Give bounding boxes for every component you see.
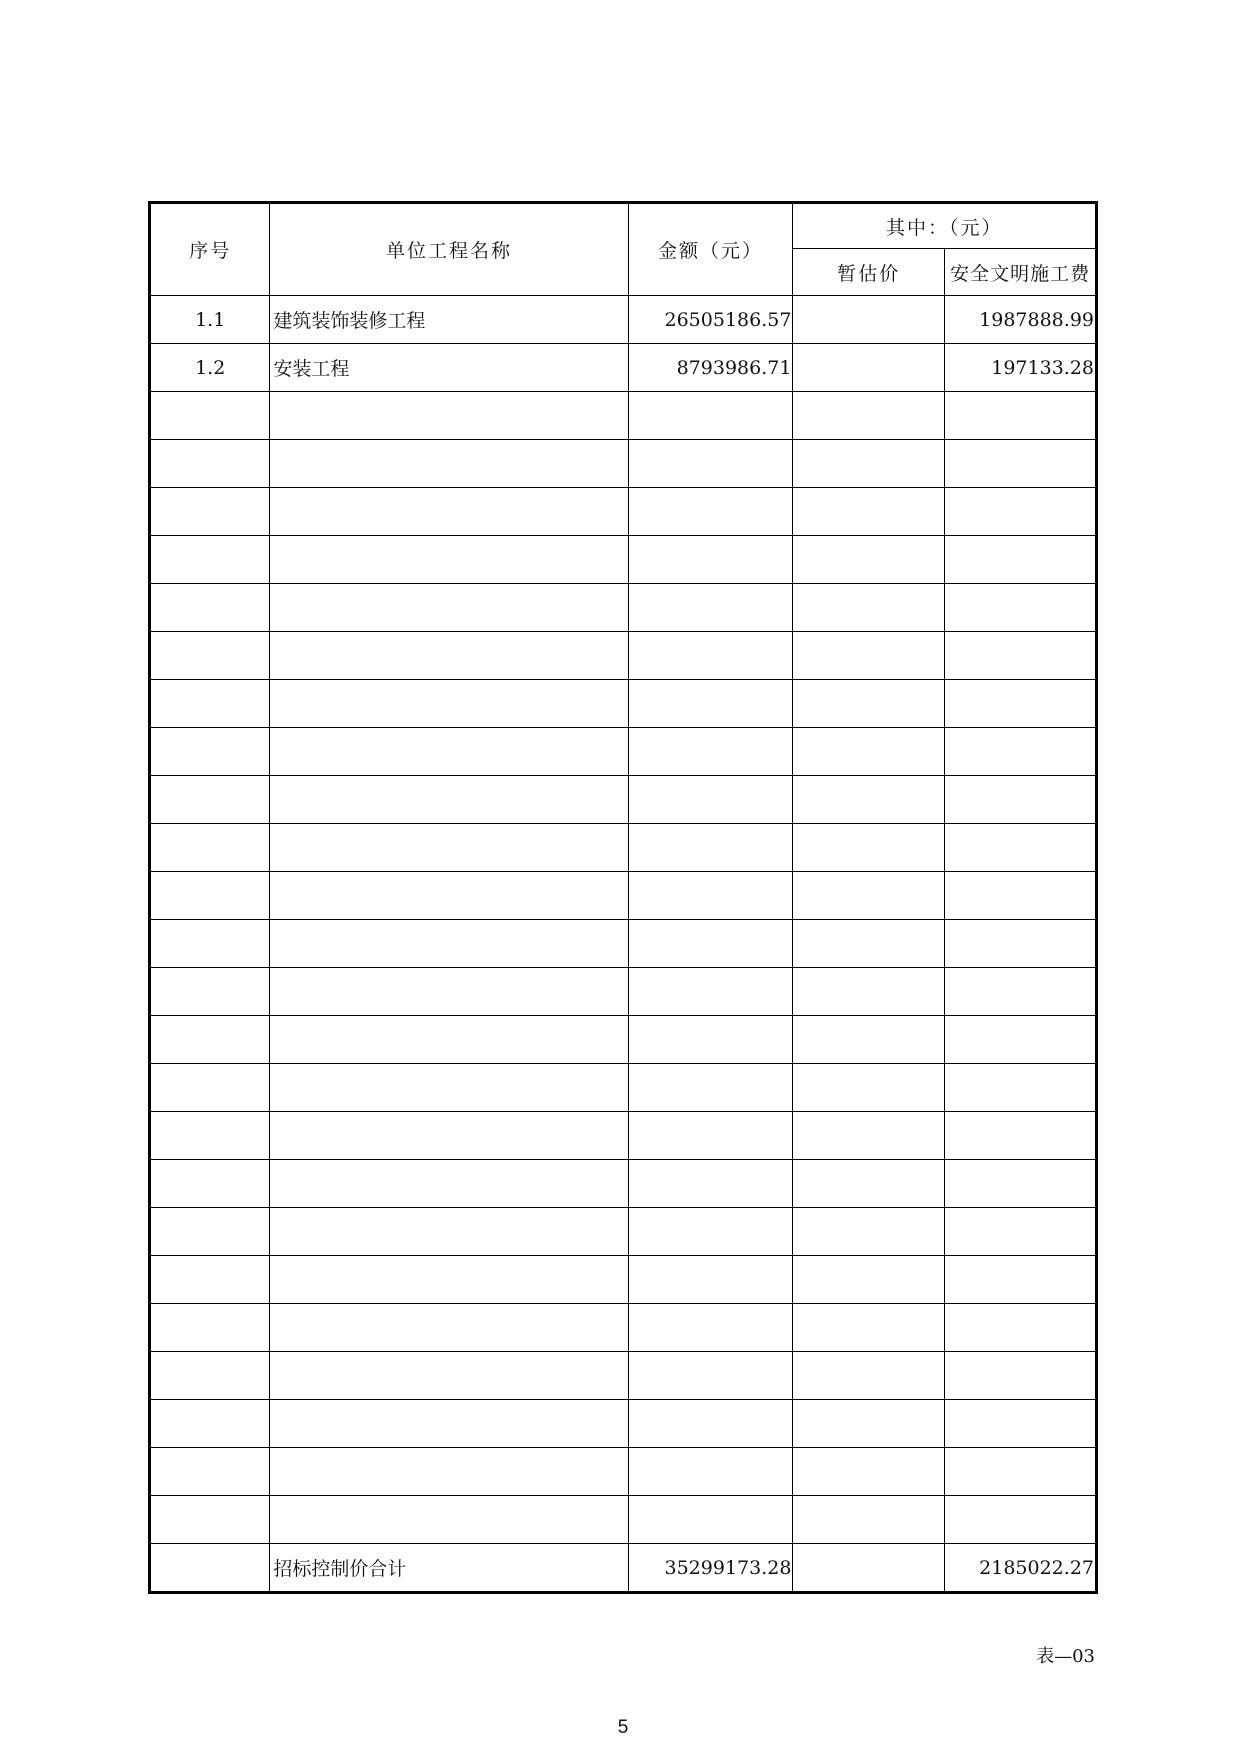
table-row	[150, 344, 1097, 392]
cell-provisional	[793, 1112, 945, 1160]
cell-provisional	[793, 1352, 945, 1400]
cell-name	[270, 1352, 628, 1400]
table-row	[150, 1016, 1097, 1064]
cell-no	[150, 392, 270, 440]
total-provisional	[793, 1544, 945, 1593]
cell-name	[270, 440, 628, 488]
cell-amount	[628, 1496, 793, 1544]
table-row	[150, 392, 1097, 440]
cell-safety	[945, 1208, 1097, 1256]
table-row	[150, 1304, 1097, 1352]
page-number: 5	[617, 1717, 629, 1738]
table-row	[150, 680, 1097, 728]
cell-safety	[945, 1304, 1097, 1352]
table-row	[150, 728, 1097, 776]
cell-amount	[628, 1400, 793, 1448]
cell-provisional	[793, 1160, 945, 1208]
cell-no	[150, 776, 270, 824]
cell-safety	[945, 968, 1097, 1016]
cell-amount	[628, 1160, 793, 1208]
cell-safety	[945, 776, 1097, 824]
header-amount: 金额（元）	[628, 203, 793, 296]
table-row	[150, 296, 1097, 344]
cell-amount	[628, 728, 793, 776]
cell-safety	[945, 536, 1097, 584]
table-row	[150, 1208, 1097, 1256]
cell-provisional	[793, 344, 945, 392]
form-code: 表—03	[1036, 1646, 1095, 1667]
cell-name	[270, 728, 628, 776]
cell-no	[150, 728, 270, 776]
table-body	[150, 296, 1097, 1593]
cell-no	[150, 1112, 270, 1160]
cell-safety	[945, 872, 1097, 920]
table-row	[150, 872, 1097, 920]
cell-name	[270, 1064, 628, 1112]
cell-no	[150, 632, 270, 680]
cell-name	[270, 392, 628, 440]
cell-amount: 8793986.71	[628, 344, 793, 392]
cell-provisional	[793, 776, 945, 824]
header-safety: 安全文明施工费	[945, 249, 1097, 296]
cell-provisional	[793, 1256, 945, 1304]
cell-no	[150, 1016, 270, 1064]
cell-no	[150, 872, 270, 920]
cell-amount	[628, 1064, 793, 1112]
cell-safety	[945, 488, 1097, 536]
cell-provisional	[793, 584, 945, 632]
cell-amount	[628, 776, 793, 824]
cell-provisional	[793, 680, 945, 728]
header-name: 单位工程名称	[270, 203, 628, 296]
cell-no	[150, 536, 270, 584]
cell-provisional	[793, 728, 945, 776]
cell-no: 1.1	[150, 296, 270, 344]
cell-name: 安装工程	[270, 344, 628, 392]
cell-name	[270, 968, 628, 1016]
cell-name	[270, 584, 628, 632]
table-row	[150, 1064, 1097, 1112]
cell-amount	[628, 584, 793, 632]
cell-provisional	[793, 1304, 945, 1352]
cell-name: 建筑装饰装修工程	[270, 296, 628, 344]
cell-name	[270, 824, 628, 872]
cell-safety	[945, 584, 1097, 632]
cell-no	[150, 1400, 270, 1448]
cell-safety	[945, 1256, 1097, 1304]
cell-name	[270, 1448, 628, 1496]
table-row	[150, 440, 1097, 488]
cell-provisional	[793, 488, 945, 536]
total-safety: 2185022.27	[945, 1544, 1097, 1593]
cell-no	[150, 1160, 270, 1208]
table-row	[150, 632, 1097, 680]
table-row	[150, 1496, 1097, 1544]
cell-amount	[628, 1208, 793, 1256]
cell-safety	[945, 1352, 1097, 1400]
cell-safety	[945, 680, 1097, 728]
cell-name	[270, 1256, 628, 1304]
cell-name	[270, 1304, 628, 1352]
cell-provisional	[793, 872, 945, 920]
cell-amount	[628, 440, 793, 488]
cell-name	[270, 680, 628, 728]
cell-no	[150, 824, 270, 872]
cell-name	[270, 488, 628, 536]
cell-name	[270, 1112, 628, 1160]
cell-safety: 1987888.99	[945, 296, 1097, 344]
cell-no	[150, 1352, 270, 1400]
cell-amount	[628, 1352, 793, 1400]
cell-no	[150, 1304, 270, 1352]
cell-amount	[628, 536, 793, 584]
cell-safety	[945, 920, 1097, 968]
cell-safety	[945, 1496, 1097, 1544]
cell-name	[270, 1016, 628, 1064]
cell-no	[150, 1256, 270, 1304]
cell-safety	[945, 1400, 1097, 1448]
total-row	[150, 1544, 1097, 1593]
cell-no	[150, 1448, 270, 1496]
cell-amount	[628, 968, 793, 1016]
header-provisional: 暂估价	[793, 249, 945, 296]
cell-no	[150, 584, 270, 632]
cell-provisional	[793, 1448, 945, 1496]
cell-no	[150, 440, 270, 488]
cell-name	[270, 536, 628, 584]
cell-provisional	[793, 632, 945, 680]
cell-amount	[628, 824, 793, 872]
cell-safety	[945, 1064, 1097, 1112]
cell-provisional	[793, 1400, 945, 1448]
cell-name	[270, 1496, 628, 1544]
table-row	[150, 1256, 1097, 1304]
table-row	[150, 536, 1097, 584]
table-row	[150, 1448, 1097, 1496]
cell-safety	[945, 824, 1097, 872]
cell-safety	[945, 632, 1097, 680]
cell-name	[270, 920, 628, 968]
cell-provisional	[793, 1208, 945, 1256]
cell-amount	[628, 680, 793, 728]
cell-name	[270, 632, 628, 680]
table-row	[150, 1352, 1097, 1400]
cell-no	[150, 488, 270, 536]
cell-no	[150, 680, 270, 728]
cell-amount	[628, 920, 793, 968]
header-of-which: 其中：（元）	[793, 203, 1097, 249]
cell-amount	[628, 1304, 793, 1352]
table-row	[150, 584, 1097, 632]
cell-amount	[628, 1256, 793, 1304]
cell-safety	[945, 440, 1097, 488]
cell-provisional	[793, 920, 945, 968]
cell-safety	[945, 1448, 1097, 1496]
cell-provisional	[793, 1064, 945, 1112]
cell-safety	[945, 1016, 1097, 1064]
cell-amount: 26505186.57	[628, 296, 793, 344]
cell-provisional	[793, 1016, 945, 1064]
cell-name	[270, 776, 628, 824]
table-row	[150, 920, 1097, 968]
cell-amount	[628, 392, 793, 440]
cell-safety: 197133.28	[945, 344, 1097, 392]
cell-amount	[628, 1112, 793, 1160]
table-row	[150, 824, 1097, 872]
total-amount: 35299173.28	[628, 1544, 793, 1593]
cell-amount	[628, 632, 793, 680]
cell-provisional	[793, 536, 945, 584]
cell-provisional	[793, 968, 945, 1016]
cell-name	[270, 872, 628, 920]
cell-no	[150, 1208, 270, 1256]
table-row	[150, 1160, 1097, 1208]
cell-safety	[945, 392, 1097, 440]
table-row	[150, 1400, 1097, 1448]
cell-amount	[628, 488, 793, 536]
cell-no: 1.2	[150, 344, 270, 392]
cell-amount	[628, 872, 793, 920]
cell-provisional	[793, 824, 945, 872]
cell-name	[270, 1208, 628, 1256]
table-row	[150, 1112, 1097, 1160]
total-label: 招标控制价合计	[270, 1544, 628, 1593]
cell-safety	[945, 1160, 1097, 1208]
cell-no	[150, 920, 270, 968]
cell-safety	[945, 1112, 1097, 1160]
header-no: 序号	[150, 203, 270, 296]
cell-safety	[945, 728, 1097, 776]
table-row	[150, 968, 1097, 1016]
cell-provisional	[793, 296, 945, 344]
cell-provisional	[793, 392, 945, 440]
cell-name	[270, 1400, 628, 1448]
cell-no	[150, 1496, 270, 1544]
cell-amount	[628, 1016, 793, 1064]
table-row	[150, 776, 1097, 824]
cell-total-no	[150, 1544, 270, 1593]
cell-no	[150, 968, 270, 1016]
cell-name	[270, 1160, 628, 1208]
cell-amount	[628, 1448, 793, 1496]
cell-provisional	[793, 1496, 945, 1544]
cell-no	[150, 1064, 270, 1112]
table-row	[150, 488, 1097, 536]
cell-provisional	[793, 440, 945, 488]
cost-summary-table	[148, 201, 1098, 1594]
